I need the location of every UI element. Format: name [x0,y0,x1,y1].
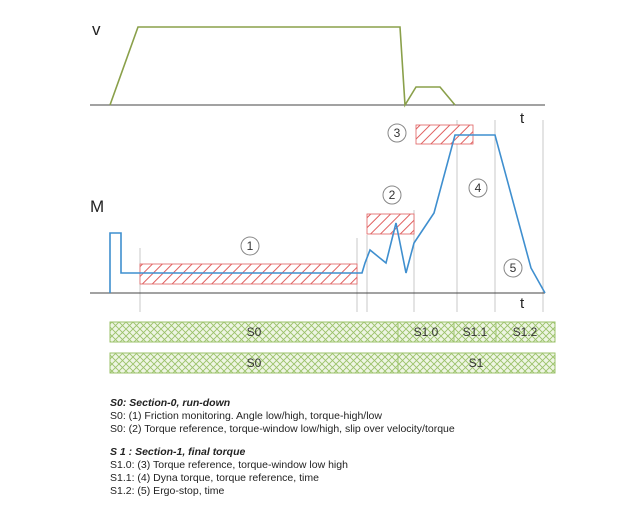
legend-line: S1.0: (3) Torque reference, torque-window low high [110,459,348,471]
time-axis-label-bottom: t [520,295,525,312]
legend-group-s0 [110,397,590,436]
window-2-torque-reference [367,214,414,234]
legend-line: S0: (1) Friction monitoring. Angle low/high, torque-high/low [110,410,382,422]
svg-text:3: 3 [393,126,401,140]
window-1-friction [140,264,357,284]
marker-3 [388,124,406,142]
bar-segment-s1-1: S1.1 [462,325,488,339]
time-axis-label-top: t [520,110,525,127]
legend [110,397,590,508]
velocity-curve [110,27,455,105]
bar-segment-s0: S0 [246,356,262,370]
svg-text:1: 1 [246,239,254,253]
legend-heading: S0: Section-0, run-down [110,397,231,409]
svg-text:2: 2 [388,188,396,202]
marker-2 [383,186,401,204]
marker-4 [469,179,487,197]
marker-5 [504,259,522,277]
legend-heading: S 1 : Section-1, final torque [110,446,246,458]
marker-1 [241,237,259,255]
velocity-axis-label: v [92,20,101,39]
bar-segment-s1: S1 [468,356,484,370]
section-bar-row-2 [110,353,555,373]
torque-axis-label: M [90,197,105,216]
svg-text:5: 5 [509,261,517,275]
legend-line: S0: (2) Torque reference, torque-window low/high, slip over velocity/torque [110,423,455,435]
bar-segment-s1-2: S1.2 [512,325,538,339]
svg-text:4: 4 [474,181,482,195]
section-bar-row-1 [110,322,555,342]
torque-axes [90,197,545,312]
bar-segment-s0: S0 [246,325,262,339]
legend-group-s1 [110,446,590,498]
velocity-axes [90,20,545,127]
bar-segment-s1-0: S1.0 [413,325,439,339]
legend-line: S1.1: (4) Dyna torque, torque reference, time [110,472,319,484]
legend-line: S1.2: (5) Ergo-stop, time [110,485,225,497]
